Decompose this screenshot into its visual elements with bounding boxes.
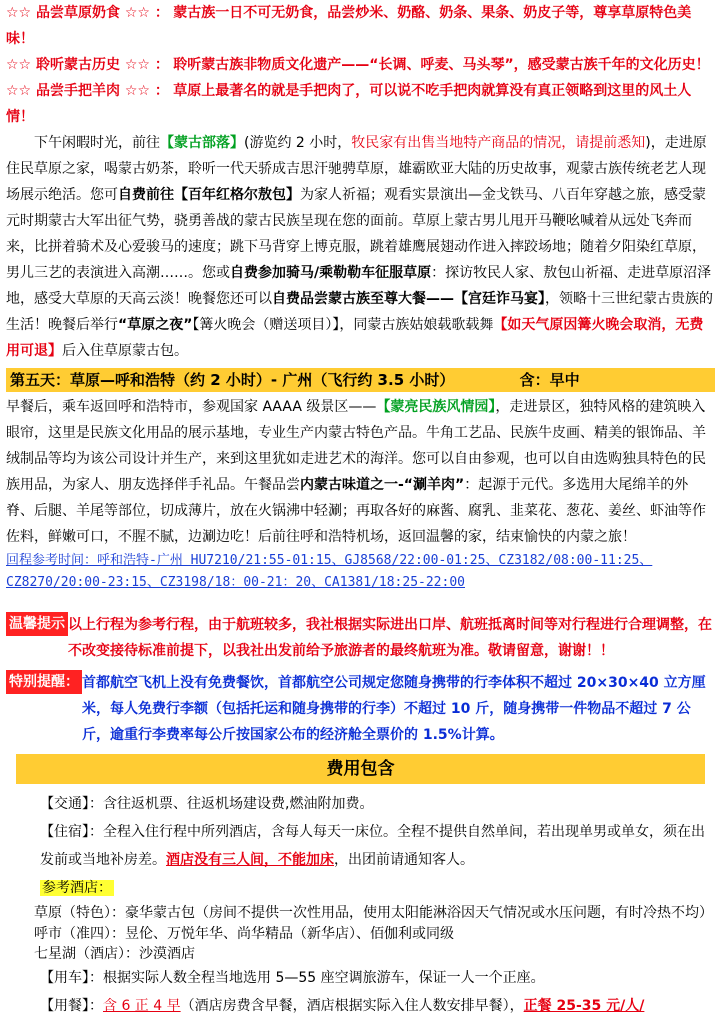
warm-tip-text: 以上行程为参考行程，由于航班较多，我社根据实际进出口岸、航班抵离时间等对行程进行合理调整，在不改变接待标准前提下，以我社出发前给予旅游者的最终航班为准。敬请留意，谢谢！！ bbox=[68, 617, 712, 659]
special-reminder-text: 首都航空飞机上没有免费餐饮，首都航空公司规定您随身携带的行李体积不超过 20×30×40 立方厘米，每人免费行李额（包括托运和随身携带的行李）不超过 10 斤，随身携带一件物品不超过 7 公斤，逾重行李费率每公斤按国家公布的经济舱全票价的 1.5%计算。 bbox=[82, 675, 706, 743]
day4-afternoon-paragraph: 下午闲暇时光，前往【蒙古部落】(游览约 2 小时，牧民家有出售当地特产商品的情况，请提前悉知)，走进原住民草原之家，喝蒙古奶茶，聆听一代天骄成吉思汗驰骋草原，雄霸欧亚大陆的历史故事，观蒙古族传统老艺人现场展示绝活。您可自费前往【百年红格尔敖包】为家人祈福；观看实景演出—金戈铁马、八百年穿越之旅，感受蒙元时期蒙古大军出征气势，骁勇善战的蒙古民族呈现在您的面前。草原上蒙古男儿甩开马鞭吆喊着从远处飞奔而来，比拼着骑术及心爱骏马的速度；跳下马背穿上博克服，跳着雄鹰展翅动作进入摔跤场地；随着夕阳染红草原，男儿三艺的表演进入高潮……。您或自费参加骑马/乘勒勒车征服草原：探访牧民人家、敖包山祈福、走进草原沼泽地，感受大草原的天高云淡！晚餐您还可以自费品尝蒙古族至尊大餐——【宫廷诈马宴】，领略十三世纪蒙古贵族的生活！晚餐后举行“草原之夜”【篝火晚会（赠送项目）】，同蒙古族姑娘载歌载舞【如天气原因篝火晚会取消，无费用可退】后入住草原蒙古包。 bbox=[6, 135, 713, 359]
fee-item-accommodation: 【住宿】：全程入住行程中所列酒店，含每人每天一床位。全程不提供自然单间，若出现单男或单女，须在出发前或当地补房差。酒店没有三人间，不能加床，出团前请通知客人。 bbox=[40, 824, 705, 868]
intro-mutton-heading: ☆☆ 品尝手把羊肉 ☆☆ ： bbox=[6, 83, 169, 99]
warm-tip bbox=[6, 612, 715, 664]
day5-paragraph: 早餐后，乘车返回呼和浩特市，参观国家 AAAA 级景区——【蒙亮民族风情园】，走进景区，独特风格的建筑映入眼帘，这里是民族文化用品的展示基地，专业生产内蒙古特色产品。牛角工艺品、民族牛皮画、精美的银饰品、羊绒制品等均为该公司设计并生产，来到这里犹如走进艺术的海洋。您可以自由参观，也可以自由选购独具特色的民族用品，为家人、朋友选择伴手礼品。午餐品尝内蒙古味道之一-“涮羊肉”：起源于元代。多选用大尾绵羊的外脊、后腿、羊尾等部位，切成薄片，放在火锅沸中轻涮；再取各好的麻酱、腐乳、韭菜花、葱花、姜丝、虾油等作佐料，鲜嫩可口，不腥不腻，边涮边吃！后前往呼和浩特机场，返回温馨的家，结束愉快的内蒙之旅！ bbox=[6, 399, 706, 545]
intro-dairy-text: 蒙古族一日不可无奶食，品尝炒米、奶酪、奶条、果条、奶皮子等，尊享草原特色美味！ bbox=[6, 5, 692, 47]
no-triple-room-notice: 酒店没有三人间，不能加床 bbox=[166, 852, 334, 868]
intro-dairy-heading: ☆☆ 品尝草原奶食 ☆☆ ： bbox=[6, 5, 169, 21]
shopping-notice: 牧民家有出售当地特产商品的情况，请提前悉知 bbox=[351, 135, 646, 151]
intro-history-text: 聆听蒙古族非物质文化遗产——“长调、呼麦、马头琴”，感受蒙古族千年的文化历史！ bbox=[173, 57, 710, 73]
fee-item-vehicle: 【用车】：根据实际人数全程当地选用 5—55 座空调旅游车，保证一人一个正座。 bbox=[40, 970, 545, 986]
return-flights: 回程参考时间：呼和浩特-广州 HU7210/21:55-01:15、GJ8568/22:00-01:25、CZ3182/08:00-11:25、CZ8270/20:00-23:15、CZ3198/18：00-21：20、CA1381/18:25-22:00 bbox=[6, 553, 653, 590]
hotel-grassland: 草原（特色）：豪华蒙古包（房间不提供一次性用品，使用太阳能淋浴因天气情况或水压问题，有时冷热不均） bbox=[34, 905, 713, 921]
intro-dairy bbox=[6, 0, 715, 52]
day5-meals: 含：早中 bbox=[519, 371, 580, 389]
fee-item-meals: 【用餐】：含 6 正 4 早（酒店房费含早餐，酒店根据实际入住人数安排早餐），正餐 25-35 元/人/ bbox=[40, 998, 645, 1014]
ref-hotels-label: 参考酒店： bbox=[42, 880, 112, 896]
meal-price: 正餐 25-35 元/人/ bbox=[523, 998, 645, 1014]
special-reminder bbox=[6, 670, 715, 748]
intro-mutton-text: 草原上最著名的就是手把肉了，可以说不吃手把肉就算没有真正领略到这里的风土人情！ bbox=[6, 83, 692, 125]
intro-history bbox=[6, 52, 715, 130]
special-reminder-tag: 特别提醒： bbox=[6, 670, 82, 694]
day5-title: 第五天：草原—呼和浩特（约 2 小时）- 广州（飞行约 3.5 小时） bbox=[10, 371, 455, 389]
grassland-night: “草原之夜” bbox=[118, 317, 193, 333]
meal-count: 含 6 正 4 早 bbox=[103, 998, 181, 1014]
fee-item-transport: 【交通】：含往返机票、往返机场建设费,燃油附加费。 bbox=[40, 796, 374, 812]
hotel-qixing-lake: 七星湖（酒店）：沙漠酒店 bbox=[34, 946, 195, 962]
day5-header bbox=[6, 368, 715, 392]
fees-list bbox=[6, 790, 715, 1020]
hotpot-mutton: 内蒙古味道之一-“涮羊肉” bbox=[300, 477, 465, 493]
bonfire-cancel-notice: 【如天气原因篝火晚会取消，无费用可退】 bbox=[6, 317, 704, 359]
ref-hotels-label-row bbox=[6, 874, 715, 902]
folk-park-link: 【蒙亮民族风情园】 bbox=[376, 399, 496, 415]
fees-included-header: 费用包含 bbox=[16, 754, 705, 784]
mongol-tribe-link: 【蒙古部落】 bbox=[160, 135, 244, 151]
intro-history-heading: ☆☆ 聆听蒙古历史 ☆☆ ： bbox=[6, 57, 169, 73]
optional-obo: 自费前往【百年红格尔敖包】 bbox=[118, 187, 300, 203]
hotel-hohhot: 呼市（准四）：昱伦、万悦年华、尚华精品（新华店）、佰伽利或同级 bbox=[34, 926, 454, 942]
optional-banquet: 自费品尝蒙古族至尊大餐——【宫廷诈马宴】 bbox=[272, 291, 545, 307]
optional-horse-riding: 自费参加骑马/乘勒勒车征服草原 bbox=[230, 265, 432, 281]
warm-tip-tag: 温馨提示 bbox=[6, 612, 68, 636]
